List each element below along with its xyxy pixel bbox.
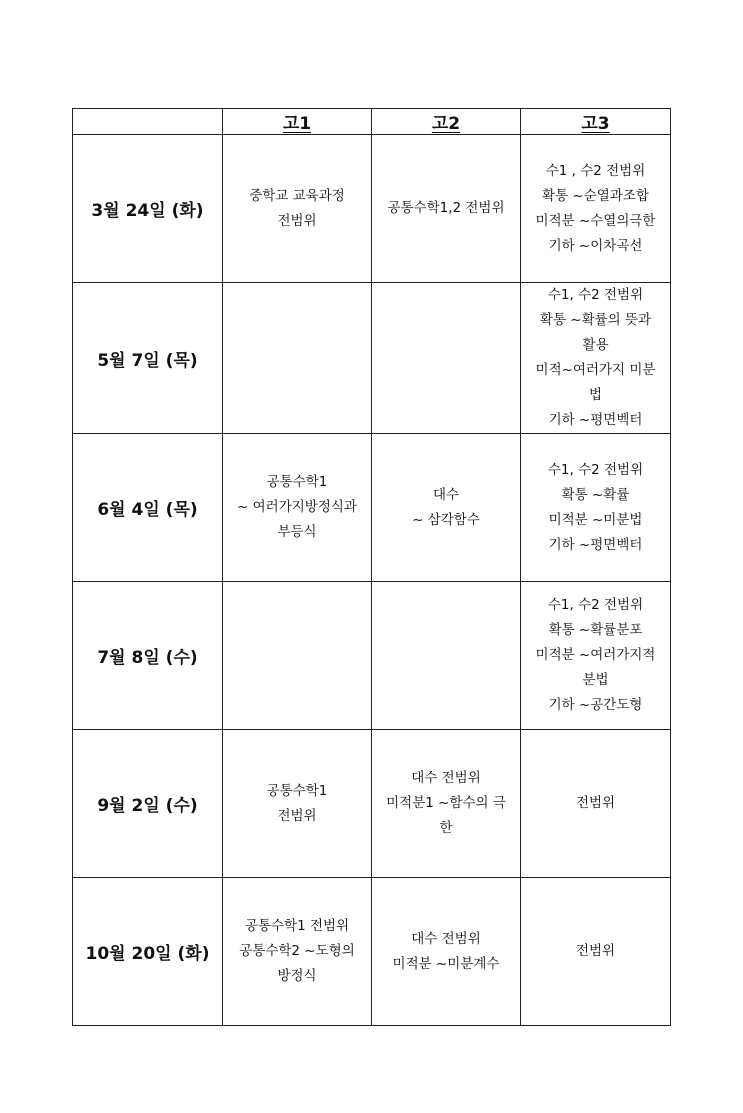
exam-scope-g2: [372, 730, 521, 878]
scope-line: 수1, 수2 전범위: [547, 287, 644, 303]
scope-line: 미적~여러가지 미분: [535, 362, 656, 378]
table-row: [73, 730, 671, 878]
header-grade3: 고3: [521, 109, 671, 135]
scope-line: 미적분 ~수열의극한: [535, 212, 656, 229]
scope-line: 방정식: [277, 968, 317, 984]
exam-scope-g1: [223, 582, 372, 730]
scope-line: 기하 ~공간도형: [548, 697, 643, 713]
table-row: [73, 878, 671, 1026]
scope-line: 공통수학1,2 전범위: [387, 200, 505, 216]
scope-line: 활용: [582, 337, 609, 353]
scope-line: 중학교 교육과정: [249, 187, 345, 204]
exam-scope-g2: [372, 582, 521, 730]
exam-scope-g1: [223, 434, 372, 582]
table-row: [73, 582, 671, 730]
table-row: [73, 135, 671, 283]
exam-date: 10월 20일 (화): [73, 878, 223, 1026]
scope-line: 부등식: [277, 524, 317, 540]
scope-line: ~ 여러가지방정식과: [237, 499, 357, 515]
exam-scope-g3: [521, 283, 671, 434]
scope-line: 수1, 수2 전범위: [547, 597, 644, 613]
header-grade1: 고1: [223, 109, 372, 135]
scope-line: 전범위: [277, 212, 317, 229]
scope-line: 미적분 ~미분법: [548, 511, 643, 528]
scope-line: 한: [439, 820, 453, 836]
exam-date: 6월 4일 (목): [73, 434, 223, 582]
scope-line: 수1, 수2 전범위: [547, 461, 644, 478]
scope-line: 확통 ~확률분포: [548, 622, 643, 638]
exam-scope-g3: [521, 135, 671, 283]
scope-line: ~ 삼각함수: [412, 511, 480, 528]
exam-scope-g2: [372, 878, 521, 1026]
scope-line: 대수 전범위: [411, 930, 481, 947]
scope-line: 분법: [582, 672, 609, 688]
scope-line: 미적분1 ~함수의 극: [386, 795, 506, 811]
scope-line: 공통수학1: [266, 474, 328, 490]
table-row: [73, 434, 671, 582]
scope-line: 수1 , 수2 전범위: [545, 162, 646, 179]
scope-line: 미적분 ~여러가지적: [535, 647, 656, 663]
scope-line: 확통 ~순열과조합: [542, 187, 649, 204]
scope-line: 공통수학1 전범위: [244, 918, 350, 934]
exam-date: 9월 2일 (수): [73, 730, 223, 878]
exam-schedule-table: [72, 108, 671, 1026]
header-grade2: 고2: [372, 109, 521, 135]
exam-scope-g3: [521, 878, 671, 1026]
exam-scope-g3: [521, 730, 671, 878]
exam-scope-g2: [372, 135, 521, 283]
header-corner-cell: [73, 109, 223, 135]
scope-line: 전범위: [575, 795, 616, 811]
exam-date: 7월 8일 (수): [73, 582, 223, 730]
exam-scope-g2: [372, 283, 521, 434]
scope-line: 확통 ~확률의 뜻과: [539, 312, 652, 328]
scope-line: 법: [588, 387, 603, 403]
table-row: [73, 283, 671, 434]
exam-date: 3월 24일 (화): [73, 135, 223, 283]
scope-line: 대수 전범위: [411, 770, 481, 786]
scope-line: 기하 ~평면벡터: [548, 536, 643, 553]
exam-scope-g1: [223, 135, 372, 283]
scope-line: 대수: [432, 486, 460, 503]
scope-line: 기하 ~평면벡터: [548, 412, 643, 428]
exam-scope-g1: [223, 283, 372, 434]
exam-date: 5월 7일 (목): [73, 283, 223, 434]
header-row: [73, 109, 671, 135]
exam-scope-g1: [223, 730, 372, 878]
exam-scope-g3: [521, 582, 671, 730]
exam-scope-g2: [372, 434, 521, 582]
scope-line: 기하 ~이차곡선: [548, 237, 643, 254]
scope-line: 확통 ~확률: [561, 486, 630, 503]
exam-scope-g1: [223, 878, 372, 1026]
scope-line: 미적분 ~미분계수: [392, 955, 500, 972]
scope-line: 전범위: [277, 807, 317, 824]
scope-line: 공통수학2 ~도형의: [239, 943, 355, 959]
scope-line: 공통수학1: [266, 782, 328, 799]
scope-line: 전범위: [575, 943, 616, 959]
exam-scope-g3: [521, 434, 671, 582]
